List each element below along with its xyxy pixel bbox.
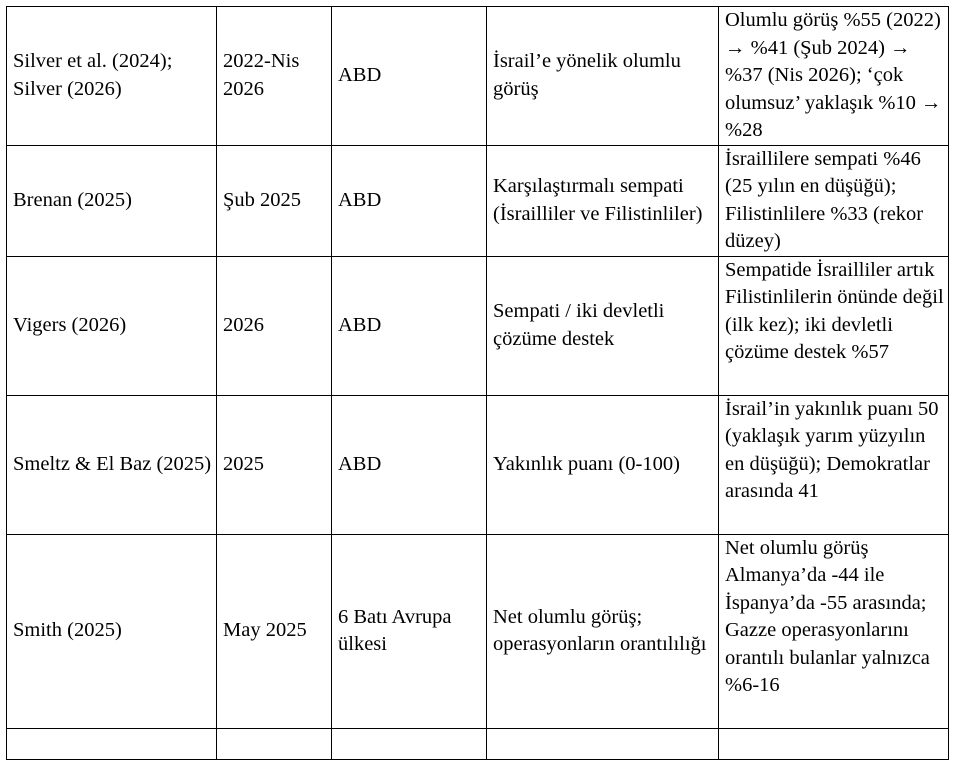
sample-cell: ABD — [332, 256, 487, 395]
measure-cell — [487, 728, 719, 759]
study-cell: Silver et al. (2024); Silver (2026) — [7, 7, 217, 146]
findings-table — [6, 6, 949, 760]
finding-cell: Sempatide İsrailliler artık Filistinlilerin önünde değil (ilk kez); iki devletli çözüme destek %57 — [719, 256, 949, 395]
study-cell: Brenan (2025) — [7, 145, 217, 256]
measure-cell: Sempati / iki devletli çözüme destek — [487, 256, 719, 395]
measure-cell: Yakınlık puanı (0-100) — [487, 395, 719, 534]
date-cell: 2025 — [217, 395, 332, 534]
sample-cell — [332, 728, 487, 759]
date-cell: May 2025 — [217, 534, 332, 728]
sample-cell: ABD — [332, 7, 487, 146]
measure-cell: Karşılaştırmalı sempati (İsrailliler ve Filistinliler) — [487, 145, 719, 256]
sample-cell: ABD — [332, 395, 487, 534]
measure-cell: İsrail’e yönelik olumlu görüş — [487, 7, 719, 146]
findings-table-container — [6, 6, 949, 760]
date-cell — [217, 728, 332, 759]
study-cell: Smeltz & El Baz (2025) — [7, 395, 217, 534]
finding-cell: İsrail’in yakınlık puanı 50 (yaklaşık yarım yüzyılın en düşüğü); Demokratlar arasında 41 — [719, 395, 949, 534]
table-row — [7, 395, 949, 534]
date-cell: 2022-Nis 2026 — [217, 7, 332, 146]
table-row — [7, 7, 949, 146]
study-cell: Smith (2025) — [7, 534, 217, 728]
date-cell: 2026 — [217, 256, 332, 395]
finding-cell: Olumlu görüş %55 (2022) → %41 (Şub 2024) → %37 (Nis 2026); ‘çok olumsuz’ yaklaşık %10 → %28 — [719, 7, 949, 146]
table-row-partial — [7, 728, 949, 759]
finding-cell: İsraillilere sempati %46 (25 yılın en düşüğü); Filistinlilere %33 (rekor düzey) — [719, 145, 949, 256]
table-row — [7, 256, 949, 395]
sample-cell: 6 Batı Avrupa ülkesi — [332, 534, 487, 728]
finding-cell — [719, 728, 949, 759]
finding-cell: Net olumlu görüş Almanya’da -44 ile İspanya’da -55 arasında; Gazze operasyonlarını orantılı bulanlar yalnızca %6-16 — [719, 534, 949, 728]
sample-cell: ABD — [332, 145, 487, 256]
study-cell: Vigers (2026) — [7, 256, 217, 395]
table-row — [7, 534, 949, 728]
measure-cell: Net olumlu görüş; operasyonların orantılılığı — [487, 534, 719, 728]
date-cell: Şub 2025 — [217, 145, 332, 256]
table-row — [7, 145, 949, 256]
study-cell — [7, 728, 217, 759]
